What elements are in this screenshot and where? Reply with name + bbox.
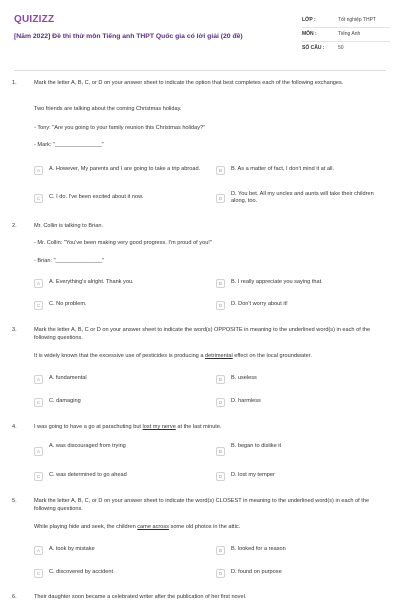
question-number: 1.	[12, 80, 17, 86]
meta-count-value: 50	[338, 45, 344, 51]
document-title: [Năm 2022] Đề thi thử môn Tiếng anh THPT Quốc gia có lời giải (20 đề)	[14, 33, 243, 40]
option-letter-box: A	[34, 279, 43, 288]
option-d[interactable]	[216, 187, 386, 209]
sentence-text: effect on the local groundwater.	[232, 353, 312, 359]
meta-divider	[302, 27, 390, 28]
option-text: A. However, My parents and I are going to take a trip abroad.	[49, 166, 201, 173]
meta-subject-label: MÔN :	[302, 31, 317, 37]
meta-subject-value: Tiếng Anh	[338, 31, 361, 37]
header-divider	[14, 70, 386, 71]
option-text: C. was determined to go ahead	[49, 472, 127, 479]
option-text: A. fundamental	[49, 375, 87, 382]
sentence-text: While playing hide and seek, the children	[34, 524, 138, 530]
option-text: A. Everything's alright. Thank you.	[49, 279, 134, 286]
option-b[interactable]	[216, 276, 386, 290]
question-number: 5.	[12, 498, 17, 504]
option-b[interactable]	[216, 443, 386, 459]
option-letter-box: D	[216, 398, 225, 407]
option-b[interactable]	[216, 372, 386, 386]
option-letter-box: B	[216, 375, 225, 384]
option-c[interactable]	[34, 298, 209, 312]
option-letter-box: C	[34, 301, 43, 310]
underlined-word: detrimental	[205, 353, 233, 359]
option-letter-box: C	[34, 398, 43, 407]
question-instruction: Mark the letter A, B, C, or D on your answer sheet to indicate the option that best completes each of the following exchanges.	[34, 80, 344, 86]
sentence-text: some old photos in the attic.	[168, 524, 241, 530]
option-c[interactable]	[34, 469, 209, 483]
option-text: A. took by mistake	[49, 546, 95, 553]
sentence-text: I was going to have a go at parachuting but	[34, 424, 143, 430]
question-instruction: Mark the letter A, B, C or D on your answer sheet to indicate the word(s) OPPOSITE in meaning to the underlined word(s) in each of the following questions.	[34, 327, 371, 341]
option-c[interactable]	[34, 566, 209, 580]
option-d[interactable]	[216, 298, 386, 312]
option-text: C. damaging	[49, 398, 81, 405]
question-context: Two friends are talking about the coming Christmas holiday.	[34, 106, 182, 112]
option-text: B. As a matter of fact, I don't mind it at all.	[231, 166, 335, 173]
option-letter-box: D	[216, 194, 225, 203]
option-letter-box: A	[34, 166, 43, 175]
option-letter-box: D	[216, 472, 225, 481]
sentence-text: at the last minute.	[175, 424, 222, 430]
option-letter-box: A	[34, 375, 43, 384]
sentence-text: It is widely known that the excessive use of pesticides is producing a	[34, 353, 206, 359]
question-sentence	[34, 524, 388, 532]
page-header	[0, 0, 400, 70]
dialogue-line: - Tony: "Are you going to your family reunion this Christmas holiday?"	[34, 125, 206, 131]
option-letter-box: C	[34, 569, 43, 578]
meta-count-label: SỐ CÂU :	[302, 45, 325, 51]
option-letter-box: C	[34, 472, 43, 481]
option-b[interactable]	[216, 163, 386, 177]
question-number: 4.	[12, 424, 17, 430]
option-a[interactable]	[34, 372, 209, 386]
option-letter-box: D	[216, 301, 225, 310]
question-sentence	[34, 424, 388, 432]
question-context: Mr. Collin is talking to Brian.	[34, 223, 104, 229]
quizizz-logo: QUIZIZZ	[14, 14, 55, 25]
option-letter-box: B	[216, 279, 225, 288]
option-letter-box: C	[34, 194, 43, 203]
option-text: A. was discouraged from trying	[49, 443, 126, 449]
option-text: B. looked for a reason	[231, 546, 286, 553]
question-number: 3.	[12, 327, 17, 333]
option-letter-box: B	[216, 166, 225, 175]
option-text: C. discovered by accident	[49, 569, 114, 576]
option-letter-box: D	[216, 569, 225, 578]
underlined-word: lost my nerve	[142, 424, 176, 430]
option-text: C. No problem.	[49, 301, 87, 308]
option-text: B. useless	[231, 375, 257, 382]
sentence-text: Their daughter soon became a celebrated writer after the publication of her first novel.	[34, 594, 247, 600]
question-number: 2.	[12, 223, 17, 229]
option-a[interactable]	[34, 276, 209, 290]
option-text: B. began to dislike it	[231, 443, 282, 449]
option-letter-box: A	[34, 546, 43, 555]
option-b[interactable]	[216, 543, 386, 557]
dialogue-line: - Mark: "_______________"	[34, 142, 104, 148]
question-sentence	[34, 353, 388, 361]
option-text: B. I really appreciate you saying that.	[231, 279, 323, 286]
option-text: C. I do. I've been excited about it now.	[49, 194, 144, 201]
option-text: D. Don't worry about it!	[231, 301, 288, 308]
meta-divider	[302, 41, 390, 42]
option-letter-box: B	[216, 546, 225, 555]
option-a[interactable]	[34, 159, 209, 181]
option-d[interactable]	[216, 469, 386, 483]
option-c[interactable]	[34, 395, 209, 409]
meta-grade-label: LỚP :	[302, 17, 316, 23]
option-text: D. found on purpose	[231, 569, 282, 576]
option-letter-box: B	[216, 447, 225, 456]
option-text: D. You bet. All my uncles and aunts will take their children along, too.	[231, 190, 374, 204]
underlined-word: came across	[137, 524, 169, 530]
meta-grade-value: Tốt nghiệp THPT	[338, 17, 376, 23]
option-d[interactable]	[216, 395, 386, 409]
option-letter-box: A	[34, 447, 43, 456]
option-a[interactable]	[34, 443, 209, 459]
dialogue-line: - Mr. Collin: "You've been making very good progress. I'm proud of you!"	[34, 240, 212, 246]
question-number: 6.	[12, 594, 17, 600]
option-text: D. harmless	[231, 398, 261, 405]
option-d[interactable]	[216, 566, 386, 580]
option-a[interactable]	[34, 543, 209, 557]
option-text: D. lost my temper	[231, 472, 275, 479]
dialogue-line: - Brian: "_______________"	[34, 258, 105, 264]
option-c[interactable]	[34, 191, 209, 205]
question-sentence	[34, 594, 388, 602]
question-instruction: Mark the letter A, B, C, or D on your answer sheet to indicate the word(s) CLOSEST in meaning to the underlined word(s) in each of the following questions.	[34, 498, 370, 512]
